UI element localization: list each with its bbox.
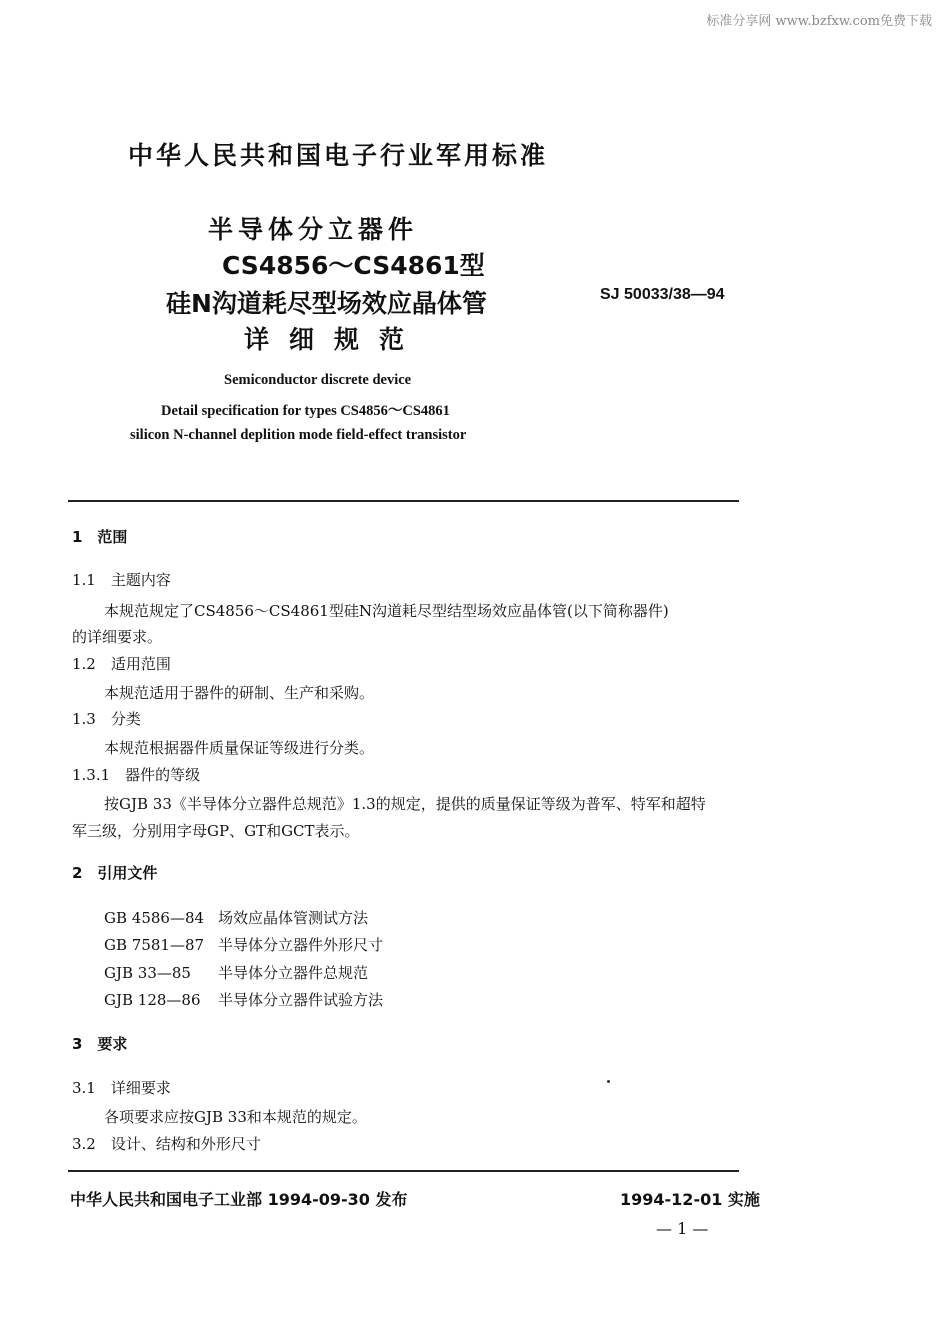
section-1-1-paragraph-line-1: 本规范规定了CS4856～CS4861型硅N沟道耗尽型结型场效应晶体管(以下简称器件) — [104, 602, 669, 620]
reference-code: GB 4586—84 — [104, 909, 205, 927]
top-divider — [68, 500, 739, 502]
page-number: — 1 — — [656, 1219, 709, 1238]
section-1-1-paragraph-line-2: 的详细要求。 — [72, 628, 163, 646]
reference-item — [104, 989, 383, 1010]
reference-code: GB 7581—87 — [104, 936, 205, 954]
section-1-3-1-paragraph-line-1: 按GJB 33《半导体分立器件总规范》1.3的规定，提供的质量保证等级为普军、特军和超特 — [104, 795, 706, 813]
reference-item — [104, 962, 368, 983]
title-line-2: CS4856～CS4861型 — [222, 251, 485, 280]
section-1-2-paragraph: 本规范适用于器件的研制、生产和采购。 — [104, 684, 375, 702]
section-1-1-heading: 1.1 主题内容 — [72, 571, 171, 589]
section-3-2-heading: 3.2 设计、结构和外形尺寸 — [72, 1135, 261, 1153]
section-2-heading: 2 引用文件 — [72, 864, 158, 882]
reference-item — [104, 934, 383, 955]
issuer-and-publish-date: 中华人民共和国电子工业部 1994-09-30 发布 — [70, 1190, 408, 1209]
english-title-line-1: Semiconductor discrete device — [224, 372, 412, 388]
reference-item — [104, 907, 368, 928]
title-line-1: 半导体分立器件 — [208, 215, 419, 244]
english-title-line-3: silicon N-channel deplition mode field-effect transistor — [130, 427, 467, 443]
section-3-1-paragraph: 各项要求应按GJB 33和本规范的规定。 — [104, 1108, 367, 1126]
reference-title: 半导体分立器件试验方法 — [218, 991, 384, 1009]
title-line-4: 详细规范 — [244, 325, 425, 354]
reference-code: GJB 33—85 — [104, 964, 191, 982]
footer-divider — [68, 1170, 739, 1172]
standard-category-header: 中华人民共和国电子行业军用标准 — [128, 141, 549, 170]
section-1-3-1-heading: 1.3.1 器件的等级 — [72, 766, 201, 784]
section-3-heading: 3 要求 — [72, 1035, 128, 1053]
english-title-line-2: Detail specification for types CS4856～CS4861 — [161, 403, 450, 419]
section-1-3-paragraph: 本规范根据器件质量保证等级进行分类。 — [104, 739, 375, 757]
reference-title: 场效应晶体管测试方法 — [218, 909, 369, 927]
section-3-1-heading: 3.1 详细要求 — [72, 1079, 171, 1097]
reference-title: 半导体分立器件总规范 — [218, 964, 369, 982]
standard-code: SJ 50033/38—94 — [600, 286, 725, 303]
effective-date: 1994-12-01 实施 — [620, 1190, 760, 1209]
section-1-3-1-paragraph-line-2: 军三级，分别用字母GP、GT和GCT表示。 — [72, 822, 360, 840]
reference-code: GJB 128—86 — [104, 991, 201, 1009]
title-line-3: 硅N沟道耗尽型场效应晶体管 — [166, 289, 487, 318]
watermark-text: 标准分享网 www.bzfxw.com免费下载 — [706, 14, 932, 29]
section-1-3-heading: 1.3 分类 — [72, 710, 141, 728]
section-1-heading: 1 范围 — [72, 528, 128, 546]
reference-title: 半导体分立器件外形尺寸 — [218, 936, 384, 954]
scan-speck — [607, 1080, 610, 1083]
section-1-2-heading: 1.2 适用范围 — [72, 655, 171, 673]
